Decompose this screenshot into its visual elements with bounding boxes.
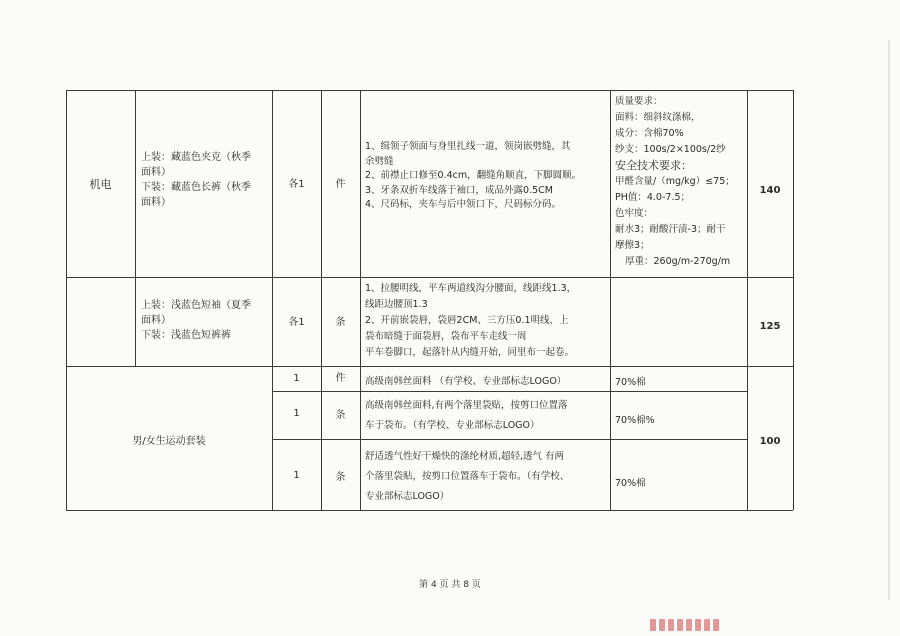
description-cell: 上装：浅蓝色短袖（夏季 面料） 下装：浅蓝色短裤裤 — [141, 300, 251, 341]
quantity-cell: 各1 — [288, 317, 305, 328]
specification-cell: 70%棉 — [615, 377, 646, 388]
quantity-cell: 1 — [293, 470, 300, 481]
red-stamp-mark — [650, 616, 770, 630]
description-cell: 上装：藏蓝色夹克（秋季 面料） 下装：藏蓝色长裤（秋季 面料） — [141, 152, 251, 208]
price-cell: 125 — [759, 321, 781, 332]
quantity-cell: 1 — [293, 408, 300, 419]
page-number-footer: 第 4 页 共 8 页 — [419, 580, 481, 590]
category-cell: 机电 — [89, 178, 112, 191]
category-cell: 男/女生运动套装 — [132, 436, 206, 447]
process-cell: 1、缉领子领面与身里扎线一道，领岗嵌劈缝，其 余劈缝 2、前襟止口修至0.4cm，翻缝角顺直，下脚圆顺。 3、牙条双折车线落于袖口，成品外露0.5CM 4、尺码标，夹车与后中领口下，尺码标分码。 — [365, 141, 582, 210]
process-cell: 高级南韩丝面料 （有学校、专业部标志LOGO） — [365, 376, 567, 387]
specification-cell: 70%棉 — [615, 478, 646, 489]
specification-cell: 70%棉% — [615, 415, 655, 426]
unit-cell: 件 — [335, 179, 346, 190]
unit-cell: 条 — [335, 472, 346, 483]
unit-cell: 条 — [335, 317, 346, 328]
quantity-cell: 各1 — [288, 179, 305, 190]
specification-cell: 质量要求： 面料：细斜纹涤棉， 成分：含棉70% 纱支：100s/2×100s/2纱 安全技术要求： 甲醛含量/（mg/kg）≤75； PH值：4.0-7.5； 色牢度： 耐水3；耐酸汗渍-3；耐干 摩擦3； 厚重：260g/m-270g/m — [615, 96, 735, 267]
process-cell: 舒适透气性好干燥快的涤纶材质,超轻,透气 有两 个落里袋贴，按剪口位置落车于袋布。（有学校、 专业部标志LOGO） — [365, 451, 570, 502]
process-cell: 高级南韩丝面料,有两个落里袋贴，按剪口位置落 车于袋布。（有学校、专业部标志LOGO） — [365, 400, 568, 431]
quantity-cell: 1 — [293, 373, 300, 384]
process-cell: 1、拉腰明线，平车两道线沟分腰面，线距线1.3， 线距边腰顶1.3 2、开前嵌袋唇，袋唇2CM、三方压0.1明线，上 袋布暗缝于面袋唇，袋布平车走线一周 平车卷脚口，起落针从内缝开始，同里布一起卷。 — [365, 283, 577, 358]
price-cell: 100 — [759, 436, 781, 447]
scan-edge-shadow — [888, 40, 890, 600]
unit-cell: 件 — [335, 373, 346, 384]
unit-cell: 条 — [335, 410, 346, 421]
price-cell: 140 — [759, 185, 781, 196]
